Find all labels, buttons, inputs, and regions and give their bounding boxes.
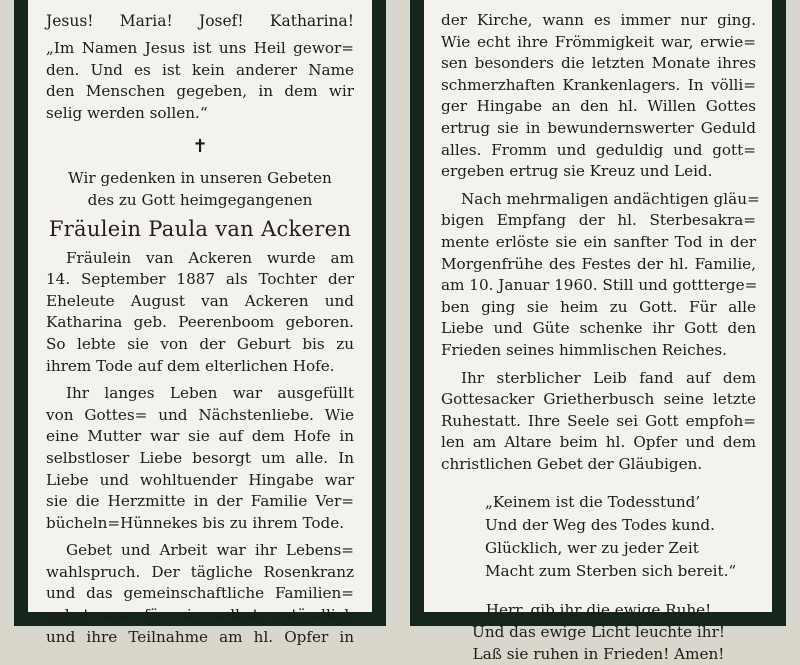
quote-line: den. Und es ist kein anderer Name bbox=[46, 60, 354, 79]
intro-line: Wir gedenken in unseren Gebeten bbox=[68, 169, 332, 188]
paragraph-line: und das gemeinschaftliche Familien= bbox=[46, 584, 354, 603]
biography-paragraph-2 bbox=[46, 383, 354, 534]
paragraph-line: Morgenfrühe des Festes der hl. Familie, bbox=[441, 254, 756, 273]
paragraph-line: bücheln=Hünnekes bis zu ihrem Tode. bbox=[46, 513, 345, 532]
biography-paragraph-4 bbox=[441, 10, 756, 183]
paragraph-line: christlichen Gebet der Gläubigen. bbox=[441, 454, 703, 473]
paragraph-line: Ihr langes Leben war ausgefüllt bbox=[66, 384, 354, 403]
paragraph-line: Wie echt ihre Frömmigkeit war, erwie= bbox=[441, 32, 756, 51]
deceased-name: Fräulein Paula van Ackeren bbox=[48, 216, 352, 241]
poem-line: „Keinem ist die Todesstund’ bbox=[485, 493, 701, 512]
paragraph-line: von Gottes= und Nächstenliebe. Wie bbox=[46, 405, 354, 424]
poem-line: Und der Weg des Todes kund. bbox=[485, 516, 715, 535]
holy-names-invocation: Jesus! Maria! Josef! Katharina! bbox=[46, 12, 354, 30]
paragraph-line: Ihr sterblicher Leib fand auf dem bbox=[461, 368, 756, 387]
paragraph-line: Katharina geb. Peerenboom geboren. bbox=[46, 313, 354, 332]
paragraph-line: So lebte sie von der Geburt bis zu bbox=[46, 334, 354, 353]
paragraph-line: Fräulein van Ackeren wurde am bbox=[66, 248, 354, 267]
paragraph-line: Ruhestatt. Ihre Seele sei Gott empfoh= bbox=[441, 411, 756, 430]
scripture-quote bbox=[46, 38, 354, 124]
intro-line: des zu Gott heimgegangenen bbox=[87, 190, 313, 209]
poem-line: Glücklich, wer zu jeder Zeit bbox=[485, 539, 699, 558]
paragraph-line: mente erlöste sie ein sanfter Tod in der bbox=[441, 232, 756, 251]
prayer-line: Herr, gib ihr die ewige Ruhe! bbox=[485, 601, 712, 620]
biography-paragraph-3 bbox=[46, 540, 354, 648]
quote-line: „Im Namen Jesus ist uns Heil gewor= bbox=[46, 39, 354, 57]
paragraph-line: len am Altare beim hl. Opfer und dem bbox=[441, 433, 756, 452]
biography-paragraph-5 bbox=[441, 189, 760, 362]
verse-poem bbox=[441, 491, 756, 583]
paragraph-line: ihrem Tode auf dem elterlichen Hofe. bbox=[46, 356, 335, 375]
paragraph-line: ben ging sie heim zu Gott. Für alle bbox=[441, 297, 756, 316]
paragraph-line: der Kirche, wann es immer nur ging. bbox=[441, 11, 756, 29]
paragraph-line: selbstloser Liebe besorgt um alle. In bbox=[46, 448, 354, 467]
quote-line: den Menschen gegeben, in dem wir bbox=[46, 82, 354, 101]
paragraph-line: Nach mehrmaligen andächtigen gläu= bbox=[461, 189, 760, 208]
paragraph-line: alles. Fromm und geduldig und gott= bbox=[441, 140, 756, 159]
paragraph-line: sie die Herzmitte in der Familie Ver= bbox=[46, 492, 354, 511]
paragraph-line: Eheleute August van Ackeren und bbox=[46, 291, 354, 310]
prayer-line: Laß sie ruhen in Frieden! Amen! bbox=[472, 645, 725, 664]
biography-paragraph-1 bbox=[46, 248, 354, 378]
paragraph-line: Liebe und Güte schenke ihr Gott den bbox=[441, 319, 756, 338]
paragraph-line: ergeben ertrug sie Kreuz und Leid. bbox=[441, 162, 713, 181]
intro-text bbox=[46, 168, 354, 211]
poem-line: Macht zum Sterben sich bereit.“ bbox=[485, 562, 737, 581]
paragraph-line: Frieden seines himmlischen Reiches. bbox=[441, 340, 728, 359]
paragraph-line: sen besonders die letzten Monate ihres bbox=[441, 54, 756, 73]
paragraph-line: gebet war für sie selbstverständlich bbox=[46, 606, 354, 625]
paragraph-line: eine Mutter war sie auf dem Hofe in bbox=[46, 427, 354, 446]
prayer-line: Und das ewige Licht leuchte ihr! bbox=[472, 623, 725, 642]
paragraph-line: am 10. Januar 1960. Still und gottterge= bbox=[441, 276, 758, 295]
memorial-card-right-page bbox=[410, 0, 786, 664]
paragraph-line: wahlspruch. Der tägliche Rosenkranz bbox=[46, 562, 354, 581]
paragraph-line: ertrug sie in bewundernswerter Geduld bbox=[441, 118, 756, 137]
paragraph-line: bigen Empfang der hl. Sterbesakra= bbox=[441, 211, 756, 230]
quote-line: selig werden sollen.“ bbox=[46, 103, 208, 122]
paragraph-line: Liebe und wohltuender Hingabe war bbox=[46, 470, 354, 489]
paragraph-line: und ihre Teilnahme am hl. Opfer in bbox=[46, 627, 354, 646]
memorial-card-left-page bbox=[14, 0, 386, 646]
paragraph-line: ger Hingabe an den hl. Willen Gottes bbox=[441, 97, 756, 116]
paragraph-line: Gottesacker Grietherbusch seine letzte bbox=[441, 390, 756, 409]
paragraph-line: 14. September 1887 als Tochter der bbox=[46, 270, 354, 289]
burial-paragraph bbox=[441, 368, 756, 476]
closing-prayer bbox=[441, 599, 756, 665]
paragraph-line: Gebet und Arbeit war ihr Lebens= bbox=[66, 541, 354, 560]
paragraph-line: schmerzhaften Krankenlagers. In völli= bbox=[441, 75, 756, 94]
cross-icon: ✝ bbox=[192, 136, 208, 158]
